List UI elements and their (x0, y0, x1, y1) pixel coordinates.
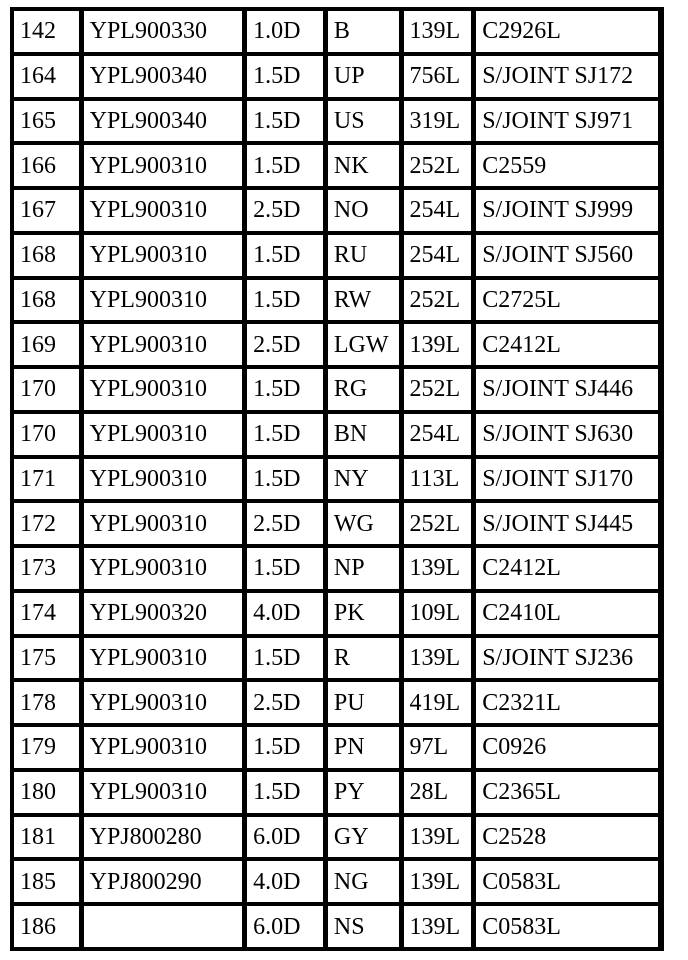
row-number-cell: 166 (14, 145, 79, 186)
color-code-cell: R (328, 638, 399, 679)
length-cell: 139L (404, 861, 472, 902)
connector-cell: S/JOINT SJ170 (476, 459, 658, 500)
connector-cell: C0926 (476, 727, 658, 768)
connector-cell: C2926L (476, 11, 658, 52)
color-code-cell: NO (328, 190, 399, 231)
diameter-cell: 6.0D (247, 906, 323, 947)
length-cell: 254L (404, 414, 472, 455)
part-number-cell: YPL900310 (84, 772, 243, 813)
part-number-cell (84, 906, 243, 947)
connector-cell: C2365L (476, 772, 658, 813)
row-number-cell: 169 (14, 324, 79, 365)
table-row (14, 772, 658, 813)
length-cell: 139L (404, 11, 472, 52)
length-cell: 419L (404, 682, 472, 723)
table-body (14, 11, 658, 947)
color-code-cell: NS (328, 906, 399, 947)
table-row (14, 861, 658, 902)
table-row (14, 459, 658, 500)
table-row (14, 11, 658, 52)
connector-cell: C0583L (476, 861, 658, 902)
connector-cell: C2725L (476, 280, 658, 321)
diameter-cell: 6.0D (247, 817, 323, 858)
table-row (14, 324, 658, 365)
table-row (14, 56, 658, 97)
part-number-cell: YPL900310 (84, 280, 243, 321)
color-code-cell: US (328, 101, 399, 142)
connector-cell: S/JOINT SJ999 (476, 190, 658, 231)
row-number-cell: 165 (14, 101, 79, 142)
table-row (14, 280, 658, 321)
color-code-cell: UP (328, 56, 399, 97)
length-cell: 113L (404, 459, 472, 500)
part-number-cell: YPL900310 (84, 682, 243, 723)
length-cell: 139L (404, 906, 472, 947)
length-cell: 319L (404, 101, 472, 142)
diameter-cell: 4.0D (247, 593, 323, 634)
length-cell: 139L (404, 548, 472, 589)
color-code-cell: LGW (328, 324, 399, 365)
diameter-cell: 2.5D (247, 324, 323, 365)
color-code-cell: WG (328, 503, 399, 544)
color-code-cell: NG (328, 861, 399, 902)
color-code-cell: PK (328, 593, 399, 634)
table-row (14, 906, 658, 947)
connector-cell: C0583L (476, 906, 658, 947)
part-number-cell: YPL900310 (84, 503, 243, 544)
connector-cell: S/JOINT SJ630 (476, 414, 658, 455)
part-number-cell: YPL900340 (84, 101, 243, 142)
color-code-cell: PU (328, 682, 399, 723)
part-number-cell: YPL900310 (84, 324, 243, 365)
part-number-cell: YPL900330 (84, 11, 243, 52)
row-number-cell: 168 (14, 280, 79, 321)
length-cell: 252L (404, 503, 472, 544)
diameter-cell: 1.5D (247, 145, 323, 186)
row-number-cell: 170 (14, 369, 79, 410)
row-number-cell: 175 (14, 638, 79, 679)
table-row (14, 145, 658, 186)
row-number-cell: 186 (14, 906, 79, 947)
table-row (14, 817, 658, 858)
diameter-cell: 1.5D (247, 280, 323, 321)
color-code-cell: NY (328, 459, 399, 500)
length-cell: 254L (404, 190, 472, 231)
diameter-cell: 1.5D (247, 56, 323, 97)
connector-cell: S/JOINT SJ971 (476, 101, 658, 142)
connector-cell: C2412L (476, 548, 658, 589)
table-row (14, 503, 658, 544)
row-number-cell: 174 (14, 593, 79, 634)
connector-cell: C2410L (476, 593, 658, 634)
connector-cell: C2321L (476, 682, 658, 723)
length-cell: 252L (404, 145, 472, 186)
diameter-cell: 1.0D (247, 11, 323, 52)
connector-cell: C2528 (476, 817, 658, 858)
color-code-cell: PN (328, 727, 399, 768)
row-number-cell: 185 (14, 861, 79, 902)
color-code-cell: NP (328, 548, 399, 589)
part-number-cell: YPL900310 (84, 145, 243, 186)
table-row (14, 638, 658, 679)
table-row (14, 593, 658, 634)
row-number-cell: 178 (14, 682, 79, 723)
table-row (14, 235, 658, 276)
diameter-cell: 2.5D (247, 682, 323, 723)
color-code-cell: NK (328, 145, 399, 186)
part-number-cell: YPL900340 (84, 56, 243, 97)
color-code-cell: BN (328, 414, 399, 455)
length-cell: 109L (404, 593, 472, 634)
diameter-cell: 2.5D (247, 503, 323, 544)
table-row (14, 682, 658, 723)
part-number-cell: YPL900310 (84, 190, 243, 231)
color-code-cell: GY (328, 817, 399, 858)
diameter-cell: 1.5D (247, 548, 323, 589)
diameter-cell: 1.5D (247, 638, 323, 679)
row-number-cell: 171 (14, 459, 79, 500)
diameter-cell: 2.5D (247, 190, 323, 231)
row-number-cell: 142 (14, 11, 79, 52)
length-cell: 252L (404, 280, 472, 321)
connector-cell: S/JOINT SJ446 (476, 369, 658, 410)
table-row (14, 101, 658, 142)
table-row (14, 727, 658, 768)
color-code-cell: RU (328, 235, 399, 276)
row-number-cell: 181 (14, 817, 79, 858)
wire-spec-table (9, 7, 663, 951)
part-number-cell: YPL900320 (84, 593, 243, 634)
length-cell: 139L (404, 638, 472, 679)
part-number-cell: YPL900310 (84, 548, 243, 589)
diameter-cell: 1.5D (247, 101, 323, 142)
diameter-cell: 1.5D (247, 235, 323, 276)
diameter-cell: 1.5D (247, 414, 323, 455)
diameter-cell: 1.5D (247, 369, 323, 410)
color-code-cell: RG (328, 369, 399, 410)
length-cell: 139L (404, 817, 472, 858)
diameter-cell: 1.5D (247, 727, 323, 768)
length-cell: 254L (404, 235, 472, 276)
part-number-cell: YPL900310 (84, 235, 243, 276)
length-cell: 97L (404, 727, 472, 768)
connector-cell: S/JOINT SJ445 (476, 503, 658, 544)
part-number-cell: YPL900310 (84, 369, 243, 410)
table-row (14, 369, 658, 410)
table-row (14, 414, 658, 455)
connector-cell: C2412L (476, 324, 658, 365)
diameter-cell: 1.5D (247, 459, 323, 500)
part-number-cell: YPJ800290 (84, 861, 243, 902)
table-row (14, 190, 658, 231)
row-number-cell: 167 (14, 190, 79, 231)
row-number-cell: 170 (14, 414, 79, 455)
part-number-cell: YPJ800280 (84, 817, 243, 858)
length-cell: 28L (404, 772, 472, 813)
diameter-cell: 4.0D (247, 861, 323, 902)
connector-cell: S/JOINT SJ560 (476, 235, 658, 276)
length-cell: 139L (404, 324, 472, 365)
length-cell: 252L (404, 369, 472, 410)
color-code-cell: RW (328, 280, 399, 321)
connector-cell: S/JOINT SJ236 (476, 638, 658, 679)
part-number-cell: YPL900310 (84, 414, 243, 455)
wire-spec-table-frame (10, 7, 664, 951)
row-number-cell: 173 (14, 548, 79, 589)
diameter-cell: 1.5D (247, 772, 323, 813)
part-number-cell: YPL900310 (84, 727, 243, 768)
row-number-cell: 172 (14, 503, 79, 544)
part-number-cell: YPL900310 (84, 638, 243, 679)
row-number-cell: 180 (14, 772, 79, 813)
row-number-cell: 179 (14, 727, 79, 768)
table-row (14, 548, 658, 589)
row-number-cell: 164 (14, 56, 79, 97)
color-code-cell: PY (328, 772, 399, 813)
part-number-cell: YPL900310 (84, 459, 243, 500)
row-number-cell: 168 (14, 235, 79, 276)
connector-cell: C2559 (476, 145, 658, 186)
length-cell: 756L (404, 56, 472, 97)
connector-cell: S/JOINT SJ172 (476, 56, 658, 97)
color-code-cell: B (328, 11, 399, 52)
